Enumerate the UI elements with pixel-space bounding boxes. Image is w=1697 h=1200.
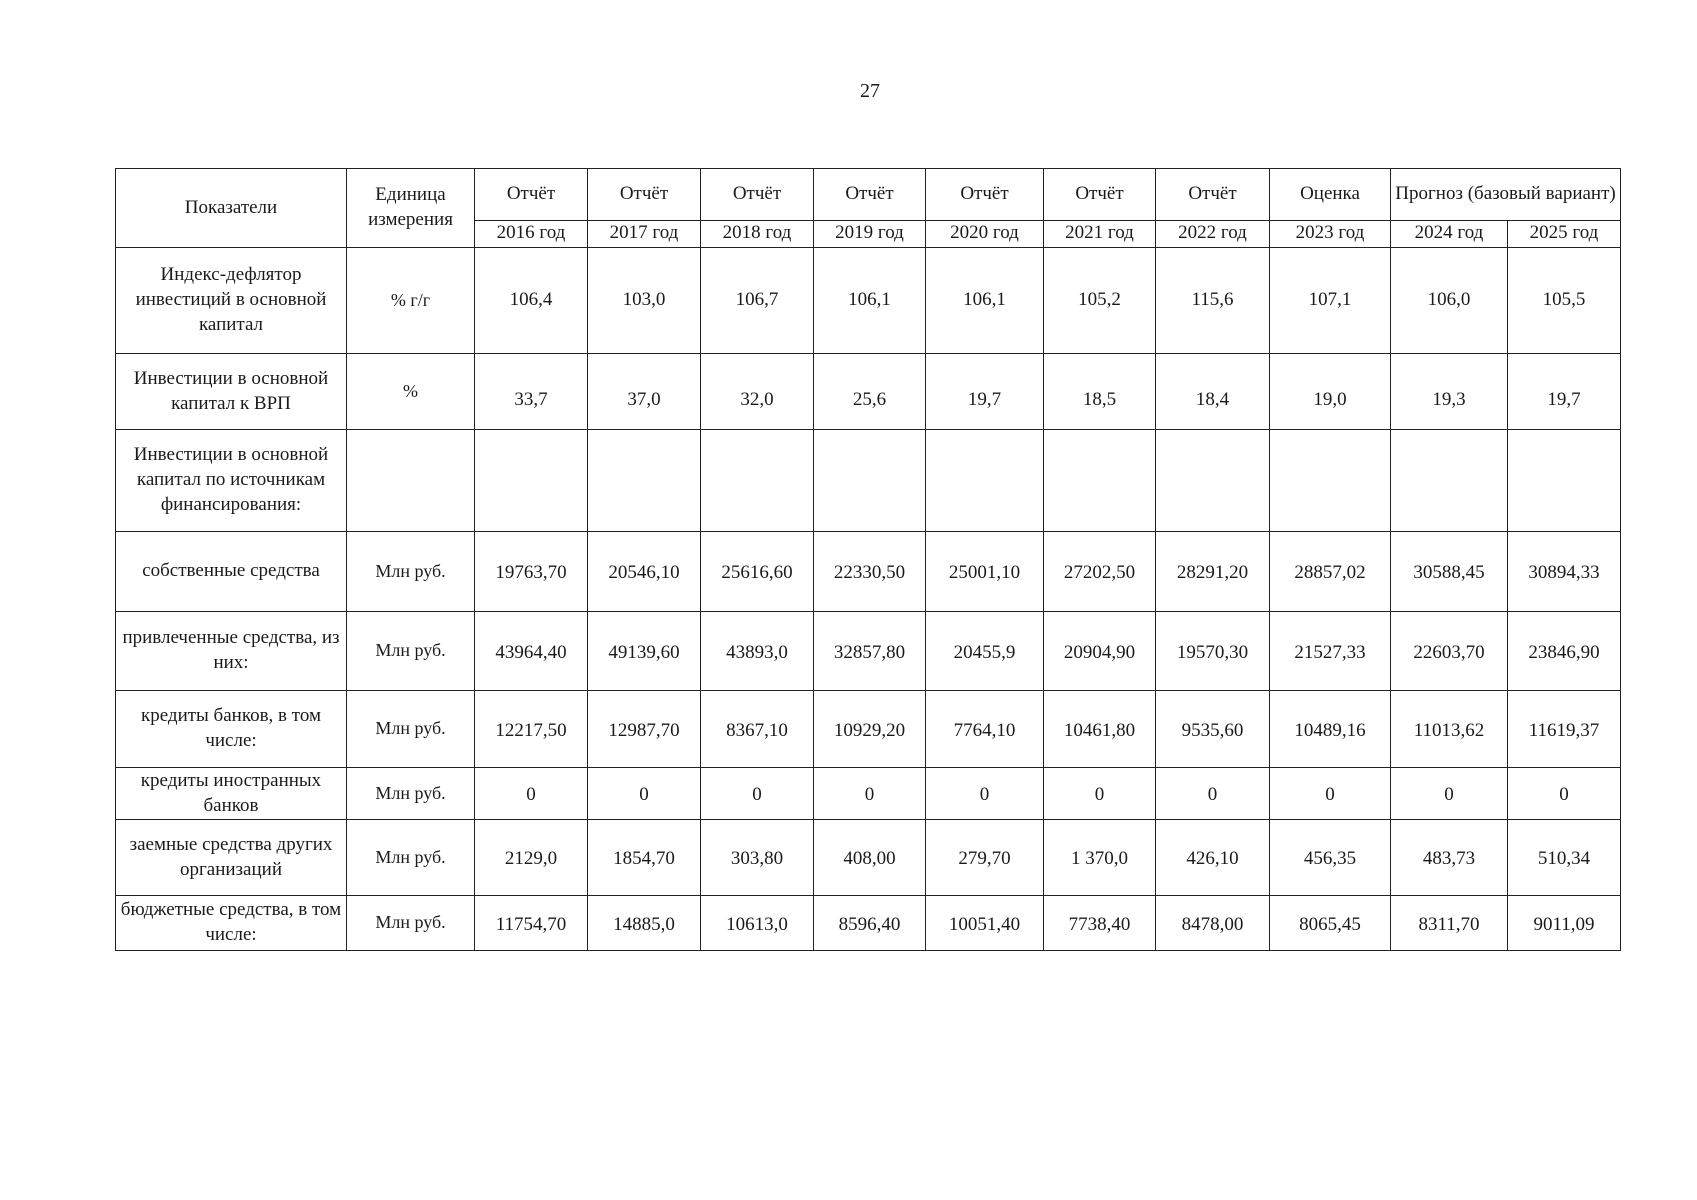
table-row	[116, 532, 1621, 612]
table-cell: 10929,20	[814, 691, 926, 768]
table-cell: 43893,0	[701, 612, 814, 691]
row-label: собственные средства	[116, 532, 347, 612]
row-label: кредиты иностранных банков	[116, 768, 347, 820]
table-cell: 11619,37	[1508, 691, 1621, 768]
table-cell: 0	[1391, 768, 1508, 820]
table-cell: 20455,9	[926, 612, 1044, 691]
table-cell: 27202,50	[1044, 532, 1156, 612]
table-row	[116, 354, 1621, 430]
table-cell: 19,0	[1270, 354, 1391, 430]
row-unit	[347, 430, 475, 532]
table-cell: 0	[1044, 768, 1156, 820]
row-label: бюджетные средства, в том числе:	[116, 896, 347, 951]
table-row	[116, 896, 1621, 951]
table-cell: 408,00	[814, 820, 926, 896]
table-cell: 10613,0	[701, 896, 814, 951]
table-cell: 106,1	[814, 248, 926, 354]
row-label: заемные средства других организаций	[116, 820, 347, 896]
table-cell	[1391, 430, 1508, 532]
table-cell: 106,0	[1391, 248, 1508, 354]
table-cell: 106,4	[475, 248, 588, 354]
table-cell: 1854,70	[588, 820, 701, 896]
table-cell: 22603,70	[1391, 612, 1508, 691]
row-unit: Млн руб.	[347, 532, 475, 612]
table-cell	[926, 430, 1044, 532]
table-cell: 21527,33	[1270, 612, 1391, 691]
table-cell: 33,7	[475, 354, 588, 430]
header-year: 2021 год	[1044, 220, 1156, 247]
table-cell: 49139,60	[588, 612, 701, 691]
table-cell: 32857,80	[814, 612, 926, 691]
table-cell	[814, 430, 926, 532]
table-cell: 456,35	[1270, 820, 1391, 896]
header-year: 2024 год	[1391, 220, 1508, 247]
header-year: 2020 год	[926, 220, 1044, 247]
table-cell	[1508, 430, 1621, 532]
header-row-groups	[116, 169, 1621, 221]
page-number: 27	[860, 80, 880, 102]
table-cell	[1156, 430, 1270, 532]
table-cell: 2129,0	[475, 820, 588, 896]
row-unit: Млн руб.	[347, 820, 475, 896]
table-cell: 9535,60	[1156, 691, 1270, 768]
row-label: кредиты банков, в том числе:	[116, 691, 347, 768]
table-cell: 11013,62	[1391, 691, 1508, 768]
header-group: Отчёт	[926, 169, 1044, 221]
header-group: Отчёт	[814, 169, 926, 221]
table-cell: 0	[926, 768, 1044, 820]
table-cell: 115,6	[1156, 248, 1270, 354]
table-cell: 12217,50	[475, 691, 588, 768]
table-cell: 10461,80	[1044, 691, 1156, 768]
table-cell: 7764,10	[926, 691, 1044, 768]
header-group-forecast: Прогноз (базовый вариант)	[1391, 169, 1621, 221]
row-unit: Млн руб.	[347, 612, 475, 691]
table-row	[116, 248, 1621, 354]
table-cell	[1044, 430, 1156, 532]
table-cell: 14885,0	[588, 896, 701, 951]
header-year: 2022 год	[1156, 220, 1270, 247]
table-cell: 10489,16	[1270, 691, 1391, 768]
table-cell: 105,2	[1044, 248, 1156, 354]
header-unit: Единица измерения	[347, 169, 475, 248]
table-cell: 10051,40	[926, 896, 1044, 951]
row-unit: % г/г	[347, 248, 475, 354]
table-cell: 22330,50	[814, 532, 926, 612]
table-cell: 8367,10	[701, 691, 814, 768]
table-cell: 28857,02	[1270, 532, 1391, 612]
header-year: 2025 год	[1508, 220, 1621, 247]
row-label: привлеченные средства, из них:	[116, 612, 347, 691]
table-row	[116, 430, 1621, 532]
table-cell: 303,80	[701, 820, 814, 896]
table-cell: 30588,45	[1391, 532, 1508, 612]
table-row	[116, 768, 1621, 820]
table-cell: 0	[701, 768, 814, 820]
table-row	[116, 612, 1621, 691]
header-year: 2019 год	[814, 220, 926, 247]
header-group: Отчёт	[475, 169, 588, 221]
header-group: Отчёт	[701, 169, 814, 221]
table-cell: 0	[1270, 768, 1391, 820]
table-cell: 8478,00	[1156, 896, 1270, 951]
table-cell: 0	[588, 768, 701, 820]
table-cell: 19570,30	[1156, 612, 1270, 691]
table-cell: 510,34	[1508, 820, 1621, 896]
table-cell: 0	[475, 768, 588, 820]
table-cell: 37,0	[588, 354, 701, 430]
header-group: Отчёт	[1156, 169, 1270, 221]
header-group: Оценка	[1270, 169, 1391, 221]
table-row	[116, 820, 1621, 896]
table-cell: 43964,40	[475, 612, 588, 691]
table-cell: 32,0	[701, 354, 814, 430]
header-year: 2016 год	[475, 220, 588, 247]
header-year: 2023 год	[1270, 220, 1391, 247]
table-cell: 0	[1156, 768, 1270, 820]
header-group: Отчёт	[1044, 169, 1156, 221]
table-cell: 8596,40	[814, 896, 926, 951]
table-cell	[701, 430, 814, 532]
table-cell	[475, 430, 588, 532]
row-unit: Млн руб.	[347, 768, 475, 820]
table-cell: 426,10	[1156, 820, 1270, 896]
table-cell	[588, 430, 701, 532]
row-label: Инвестиции в основной капитал к ВРП	[116, 354, 347, 430]
row-unit: %	[347, 354, 475, 430]
table-cell: 9011,09	[1508, 896, 1621, 951]
table-cell: 105,5	[1508, 248, 1621, 354]
table-cell: 8311,70	[1391, 896, 1508, 951]
table-cell: 20546,10	[588, 532, 701, 612]
table-cell: 19,7	[1508, 354, 1621, 430]
table-cell: 107,1	[1270, 248, 1391, 354]
table-cell: 106,7	[701, 248, 814, 354]
header-year: 2017 год	[588, 220, 701, 247]
table-row	[116, 691, 1621, 768]
table-cell: 279,70	[926, 820, 1044, 896]
table-cell: 28291,20	[1156, 532, 1270, 612]
table-cell: 483,73	[1391, 820, 1508, 896]
table-cell: 0	[814, 768, 926, 820]
table-cell: 25,6	[814, 354, 926, 430]
table-cell: 19763,70	[475, 532, 588, 612]
table-cell: 8065,45	[1270, 896, 1391, 951]
table-cell: 1 370,0	[1044, 820, 1156, 896]
table-cell: 103,0	[588, 248, 701, 354]
row-unit: Млн руб.	[347, 691, 475, 768]
table-cell: 12987,70	[588, 691, 701, 768]
header-group: Отчёт	[588, 169, 701, 221]
header-indicator: Показатели	[116, 169, 347, 248]
table-cell	[1270, 430, 1391, 532]
table-cell: 20904,90	[1044, 612, 1156, 691]
table-cell: 18,5	[1044, 354, 1156, 430]
table-cell: 18,4	[1156, 354, 1270, 430]
table-cell: 23846,90	[1508, 612, 1621, 691]
table-cell: 19,7	[926, 354, 1044, 430]
table-cell: 11754,70	[475, 896, 588, 951]
row-unit: Млн руб.	[347, 896, 475, 951]
table-cell: 0	[1508, 768, 1621, 820]
table-cell: 25616,60	[701, 532, 814, 612]
table-cell: 7738,40	[1044, 896, 1156, 951]
investment-table	[115, 168, 1621, 951]
table-cell: 30894,33	[1508, 532, 1621, 612]
table-cell: 106,1	[926, 248, 1044, 354]
header-year: 2018 год	[701, 220, 814, 247]
row-label: Инвестиции в основной капитал по источникам финансирования:	[116, 430, 347, 532]
row-label: Индекс-дефлятор инвестиций в основной капитал	[116, 248, 347, 354]
table-cell: 19,3	[1391, 354, 1508, 430]
table-cell: 25001,10	[926, 532, 1044, 612]
